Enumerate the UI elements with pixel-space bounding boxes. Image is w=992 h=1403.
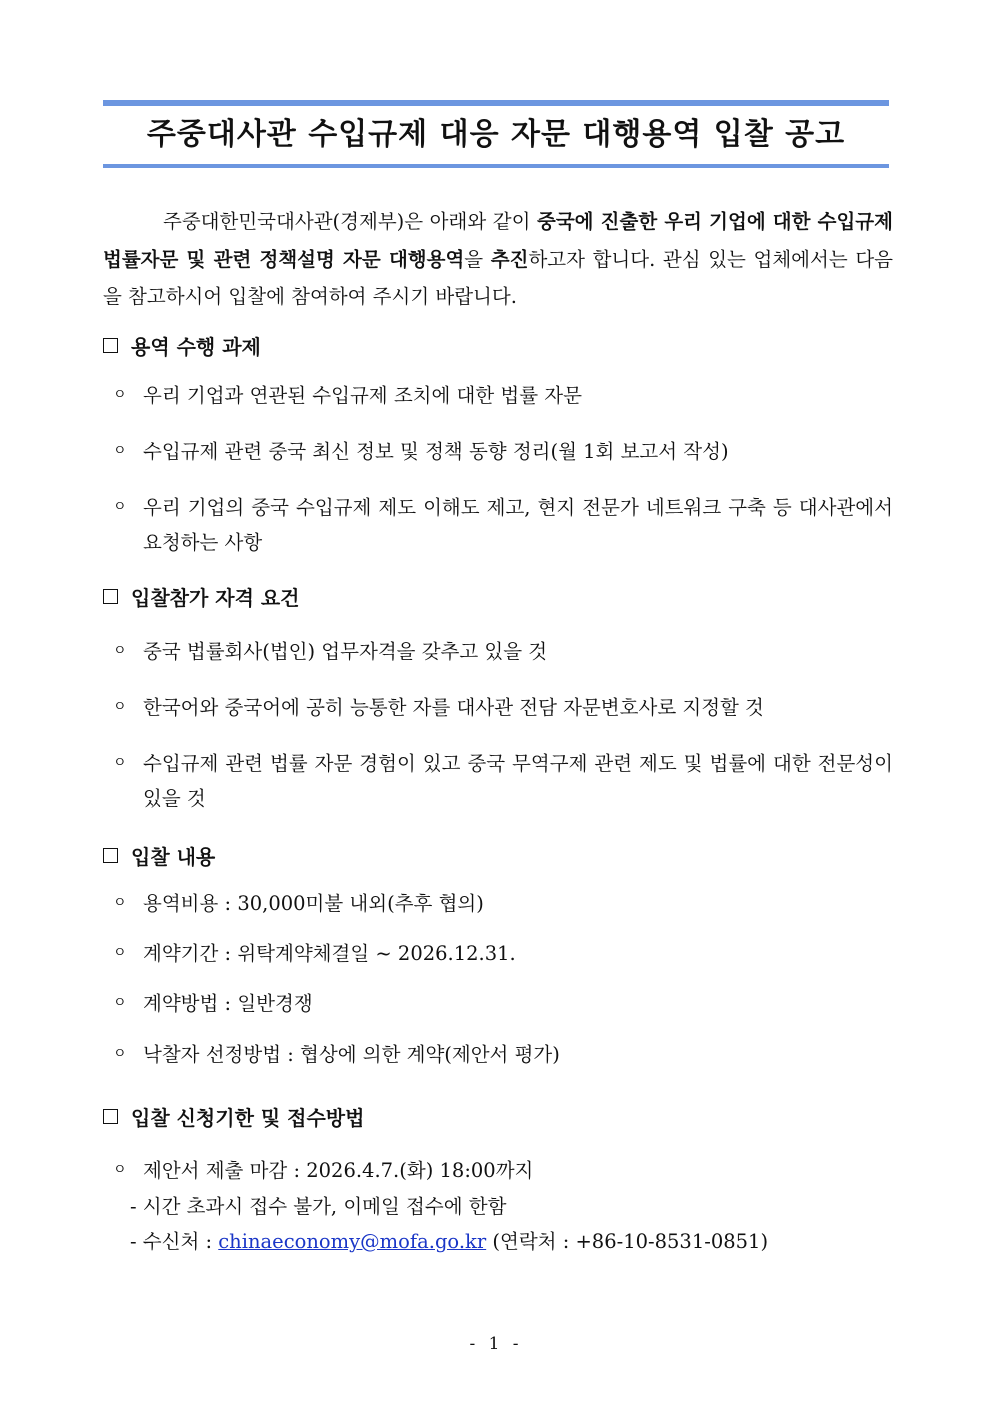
intro-bold-2: 추진: [490, 247, 529, 271]
section-heading-label: 용역 수행 과제: [131, 334, 261, 359]
intro-paragraph: [103, 203, 893, 316]
section-heading-tasks: [103, 330, 261, 360]
section-heading-deadline: [103, 1101, 364, 1131]
section-heading-label: 입찰참가 자격 요건: [131, 585, 300, 610]
circle-bullet-icon: ㅇ: [113, 945, 127, 961]
circle-bullet-icon: ㅇ: [113, 387, 127, 403]
list-item-text: 계약방법 : 일반경쟁: [143, 992, 313, 1015]
recipient-prefix: - 수신처 :: [130, 1230, 219, 1253]
list-item: [113, 690, 893, 725]
page-title: 주중대사관 수입규제 대응 자문 대행용역 입찰 공고: [146, 117, 846, 152]
circle-bullet-icon: ㅇ: [113, 643, 127, 659]
circle-bullet-icon: ㅇ: [113, 755, 127, 771]
list-item-text: 중국 법률회사(법인) 업무자격을 갖추고 있을 것: [143, 640, 548, 663]
circle-bullet-icon: ㅇ: [113, 699, 127, 715]
section-heading-label: 입찰 내용: [131, 844, 216, 869]
list-item: [113, 634, 893, 669]
sub-item-deadline-note: - 시간 초과시 접수 불가, 이메일 접수에 한함: [130, 1195, 507, 1218]
list-item-text: 우리 기업과 연관된 수입규제 조치에 대한 법률 자문: [143, 384, 582, 407]
section-heading-label: 입찰 신청기한 및 접수방법: [131, 1105, 365, 1130]
title-bottom-rule: [103, 164, 889, 168]
checkbox-square-icon: [103, 1109, 118, 1124]
list-item: [113, 490, 893, 560]
section-heading-eligibility: [103, 581, 300, 611]
checkbox-square-icon: [103, 848, 118, 863]
title-block: [103, 100, 889, 168]
list-item: [113, 434, 893, 469]
list-item: [113, 1037, 893, 1072]
contact-info: (연락처 : +86-10-8531-0851): [486, 1230, 769, 1253]
circle-bullet-icon: ㅇ: [113, 895, 127, 911]
list-item: [113, 1153, 893, 1188]
intro-bold-1: 중국에 진출한 우리 기업에 대한 수입규제 법률자문 및 관련 정책설명 자문 대행용역: [103, 210, 893, 271]
list-item-text: 제안서 제출 마감 : 2026.4.7.(화) 18:00까지: [143, 1159, 534, 1182]
list-item-text: 계약기간 : 위탁계약체결일 ~ 2026.12.31.: [143, 942, 516, 965]
checkbox-square-icon: [103, 338, 118, 353]
list-item-text: 한국어와 중국어에 공히 능통한 자를 대사관 전담 자문변호사로 지정할 것: [143, 696, 764, 719]
list-item-text: 낙찰자 선정방법 : 협상에 의한 계약(제안서 평가): [143, 1043, 560, 1066]
circle-bullet-icon: ㅇ: [113, 1162, 127, 1178]
circle-bullet-icon: ㅇ: [113, 443, 127, 459]
intro-text-3: 하고자 합니다. 관심 있는 업체에서는 다음을 참고하시어 입찰에 참여하여 주시기 바랍니다.: [103, 247, 893, 308]
email-link[interactable]: chinaeconomy@mofa.go.kr: [218, 1230, 487, 1253]
intro-text-2: 을: [464, 247, 491, 271]
intro-text-1: 주중대한민국대사관(경제부)은 아래와 같이: [163, 210, 537, 233]
list-item: [113, 886, 893, 921]
page-number: - 1 -: [469, 1334, 523, 1354]
list-item: [113, 986, 893, 1021]
checkbox-square-icon: [103, 589, 118, 604]
list-item: [113, 936, 893, 971]
list-item: [113, 378, 893, 413]
list-item-text: 우리 기업의 중국 수입규제 제도 이해도 제고, 현지 전문가 네트워크 구축 등 대사관에서 요청하는 사항: [143, 496, 893, 554]
circle-bullet-icon: ㅇ: [113, 995, 127, 1011]
list-item: [113, 746, 893, 816]
list-item-text: 용역비용 : 30,000미불 내외(추후 협의): [143, 892, 484, 915]
section-heading-bid-content: [103, 840, 215, 870]
list-item-text: 수입규제 관련 중국 최신 정보 및 정책 동향 정리(월 1회 보고서 작성): [143, 440, 729, 463]
circle-bullet-icon: ㅇ: [113, 499, 127, 515]
circle-bullet-icon: ㅇ: [113, 1046, 127, 1062]
list-item-text: 수입규제 관련 법률 자문 경험이 있고 중국 무역구제 관련 제도 및 법률에 대한 전문성이 있을 것: [143, 752, 893, 810]
sub-item-recipient: [130, 1224, 768, 1259]
